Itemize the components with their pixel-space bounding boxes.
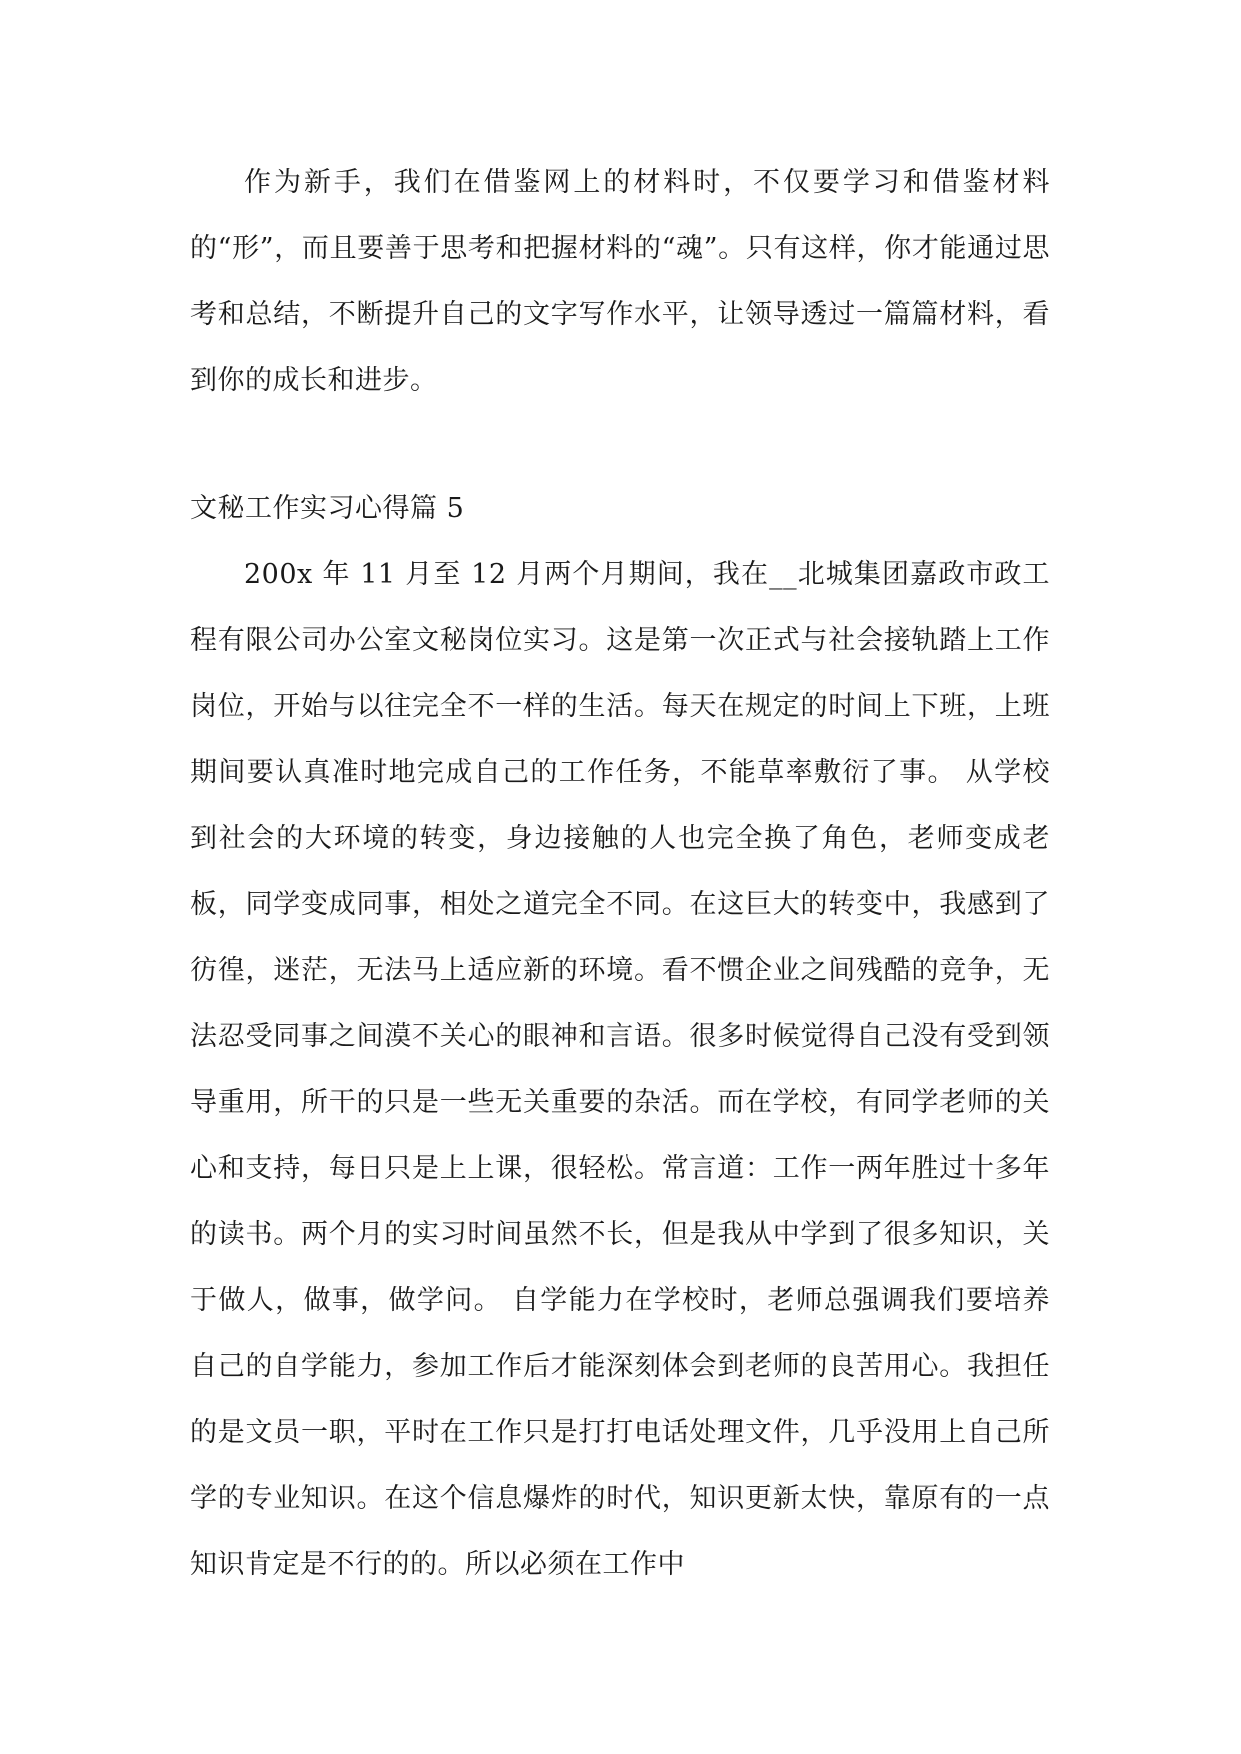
intro-section: [190, 150, 1050, 414]
body-paragraph: 200x 年 11 月至 12 月两个月期间，我在__北城集团嘉政市政工程有限公司办公室文秘岗位实习。这是第一次正式与社会接轨踏上工作岗位，开始与以往完全不一样的生活。每天在规定的时间上下班，上班期间要认真准时地完成自己的工作任务，不能草率敷衍了事。 从学校到社会的大环境的转变，身边接触的人也完全换了角色，老师变成老板，同学变成同事，相处之道完全不同。在这巨大的转变中，我感到了彷徨，迷茫，无法马上适应新的环境。看不惯企业之间残酷的竞争，无法忍受同事之间漠不关心的眼神和言语。很多时候觉得自己没有受到领导重用，所干的只是一些无关重要的杂活。而在学校，有同学老师的关心和支持，每日只是上上课，很轻松。常言道：工作一两年胜过十多年的读书。两个月的实习时间虽然不长，但是我从中学到了很多知识，关于做人，做事，做学问。 自学能力在学校时，老师总强调我们要培养自己的自学能力，参加工作后才能深刻体会到老师的良苦用心。我担任的是文员一职，平时在工作只是打打电话处理文件，几乎没用上自己所学的专业知识。在这个信息爆炸的时代，知识更新太快，靠原有的一点知识肯定是不行的的。所以必须在工作中: [190, 559, 1050, 1580]
body-section: [190, 542, 1050, 1598]
intro-paragraph: 作为新手，我们在借鉴网上的材料时，不仅要学习和借鉴材料的“形”，而且要善于思考和把握材料的“魂”。只有这样，你才能通过思考和总结，不断提升自己的文字写作水平，让领导透过一篇篇材料，看到你的成长和进步。: [190, 167, 1050, 396]
section-heading: 文秘工作实习心得篇 5: [190, 493, 465, 524]
